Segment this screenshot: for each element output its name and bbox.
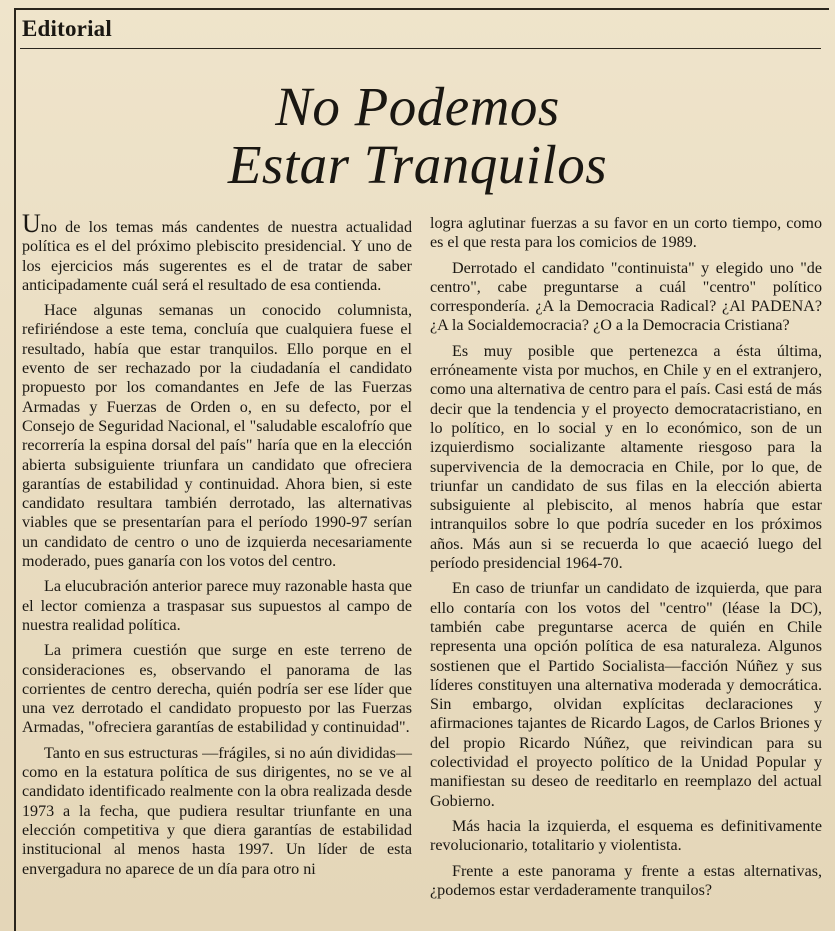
paragraph: Hace algunas semanas un conocido columnista, refiriéndose a este tema, concluía que cualquiera fuese el resultado, había que estar tranquilos. Ello porque en el evento de ser rechazado por la ciudadanía el candidato propuesto por los comandantes en Jefe de las Fuerzas Armadas y Fuerzas de Orden o, en su defecto, por el Consejo de Seguridad Nacional, el "saludable escalofrío que recorrería la espina dorsal del país" haría que en la elección abierta subsiguiente triunfara un candidato que ofreciera garantías de estabilidad y continuidad. Ahora bien, si este candidato resultara también derrotado, las alternativas viables que se presentarían para el período 1990-97 serían un candidato de centro o uno de izquierda necesariamente moderado, pues ganaría con los votos del centro. (22, 302, 412, 571)
right-column (430, 214, 822, 906)
headline-line-1: No Podemos (275, 76, 560, 137)
section-label: Editorial (22, 16, 112, 41)
paragraph: logra aglutinar fuerzas a su favor en un corto tiempo, como es el que resta para los comicios de 1989. (430, 215, 822, 252)
drop-cap: U (22, 209, 41, 238)
paragraph-text: no de los temas más candentes de nuestra actualidad política es el del próximo plebiscito presidencial. Y uno de los ejercicios más sugerentes es el de tratar de saber anticipadamente cuál será el resultado de esa contienda. (22, 219, 412, 294)
paragraph: Más hacia la izquierda, el esquema es definitivamente revolucionario, totalitario y violentista. (430, 817, 822, 855)
paragraph: Es muy posible que pertenezca a ésta última, erróneamente vista por muchos, en Chile y en el extranjero, como una alternativa de centro para el país. Casi está de más decir que la tendencia y el proyecto democratacristiano, en lo político, en lo social y en lo económico, son de un izquierdismo socializante altamente riesgoso para la supervivencia de la democracia en Chile, por lo que, de triunfar un candidato de sus filas en la elección abierta subsiguiente al plebiscito, al menos habría que estar intranquilos sobre lo que podría suceder en los próximos años. Más aun si se recuerda lo que acaeció luego del período presidencial 1964-70. (430, 342, 822, 573)
paragraph: Frente a este panorama y frente a estas alternativas, ¿podemos estar verdaderamente tranquilos? (430, 862, 822, 899)
paragraph (22, 209, 412, 295)
paragraph: Derrotado el candidato "continuista" y elegido uno "de centro", cabe preguntarse a cuál "centro" político correspondería. ¿A la Democracia Radical? ¿Al PADENA? ¿A la Socialdemocracia? ¿O a la Democracia Cristiana? (430, 259, 822, 335)
section-divider (20, 48, 821, 49)
headline (0, 78, 835, 194)
headline-line-2: Estar Tranquilos (227, 134, 608, 195)
paragraph: La primera cuestión que surge en este terreno de consideraciones es, observando el panorama de las corrientes de centro derecha, quién podría ser ese líder que una vez derrotado el candidato propuesto por las Fuerzas Armadas, "ofreciera garantías de estabilidad y continuidad". (22, 642, 412, 737)
paragraph: Tanto en sus estructuras —frágiles, si no aún divididas— como en la estatura política de sus dirigentes, no se ve al candidato identificado realmente con la obra realizada desde 1973 a la fecha, que pudiera resultar triunfante en una elección competitiva y que diera garantías de estabilidad institucional al menos hasta 1997. Un líder de esta envergadura no aparece de un día para otro ni (22, 744, 412, 878)
left-column (22, 209, 412, 885)
paragraph: La elucubración anterior parece muy razonable hasta que el lector comienza a traspasar sus supuestos al campo de nuestra realidad política. (22, 578, 412, 634)
paragraph: En caso de triunfar un candidato de izquierda, que para ello contaría con los votos del "centro" (léase la DC), también cabe preguntarse acerca de quién en Chile representa una opción política de esa naturaleza. Algunos sostienen que el Partido Socialista—facción Núñez y sus líderes constituyen una alternativa moderada y democrática. Sin embargo, olvidan explícitas declaraciones y afirmaciones tajantes de Ricardo Lagos, de Carlos Briones y del propio Ricardo Núñez, que reivindican para su colectividad el proyecto político de la Unidad Popular y manifiestan su deseo de reeditarlo en reemplazo del actual Gobierno. (430, 580, 822, 810)
top-border-rule (14, 8, 829, 10)
